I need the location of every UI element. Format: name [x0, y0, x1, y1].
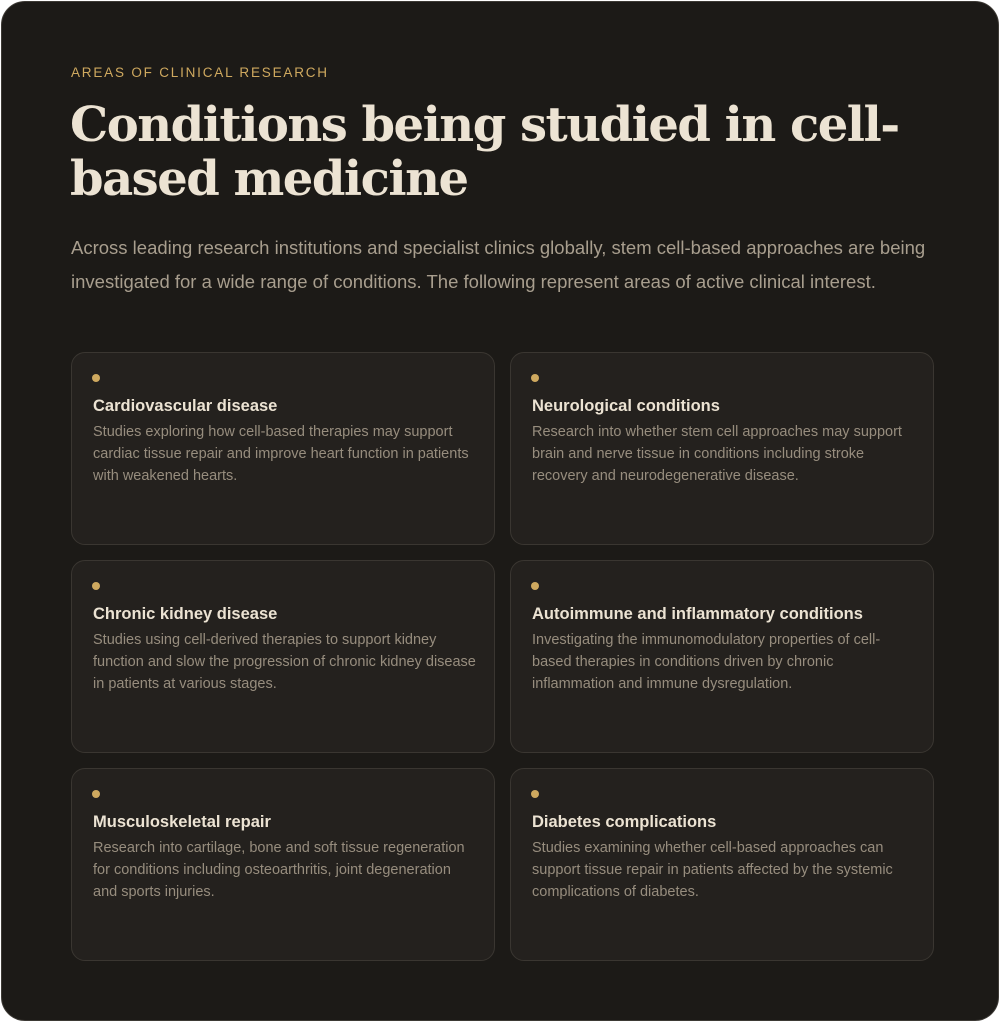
condition-card-kidney	[71, 560, 495, 753]
card-title: Cardiovascular disease	[93, 397, 278, 415]
bullet-dot-icon	[531, 790, 539, 798]
bullet-dot-icon	[92, 582, 100, 590]
card-description: Research into whether stem cell approaches may support brain and nerve tissue in conditions including stroke recovery and neurodegenerative disease.	[532, 424, 902, 484]
card-title: Diabetes complications	[532, 813, 717, 831]
condition-card-musculoskeletal	[71, 768, 495, 961]
section-intro: Across leading research institutions and specialist clinics globally, stem cell-based approaches are being investigated for a wide range of conditions. The following represent areas of active clinical interest.	[71, 237, 926, 292]
card-description: Studies exploring how cell-based therapies may support cardiac tissue repair and improve heart function in patients with weakened hearts.	[93, 424, 469, 484]
conditions-grid	[71, 352, 934, 961]
card-description: Investigating the immunomodulatory properties of cell-based therapies in conditions driven by chronic inflammation and immune dysregulation.	[532, 632, 881, 692]
clinical-research-panel	[1, 1, 999, 1021]
bullet-dot-icon	[92, 790, 100, 798]
card-description: Studies using cell-derived therapies to support kidney function and slow the progression of chronic kidney disease in patients at various stages.	[93, 632, 476, 692]
section-eyebrow: AREAS OF CLINICAL RESEARCH	[71, 65, 329, 80]
card-title: Musculoskeletal repair	[93, 813, 271, 831]
bullet-dot-icon	[531, 582, 539, 590]
condition-card-autoimmune	[510, 560, 934, 753]
bullet-dot-icon	[92, 374, 100, 382]
card-description: Studies examining whether cell-based approaches can support tissue repair in patients affected by the systemic complications of diabetes.	[532, 840, 893, 900]
condition-card-diabetes	[510, 768, 934, 961]
bullet-dot-icon	[531, 374, 539, 382]
card-description: Research into cartilage, bone and soft tissue regeneration for conditions including osteoarthritis, joint degeneration and sports injuries.	[93, 840, 465, 900]
card-title: Autoimmune and inflammatory conditions	[532, 605, 863, 623]
condition-card-cardiovascular	[71, 352, 495, 545]
card-title: Chronic kidney disease	[93, 605, 278, 623]
card-title: Neurological conditions	[532, 397, 720, 415]
condition-card-neurological	[510, 352, 934, 545]
section-title: Conditions being studied in cell-based medicine	[70, 97, 899, 207]
